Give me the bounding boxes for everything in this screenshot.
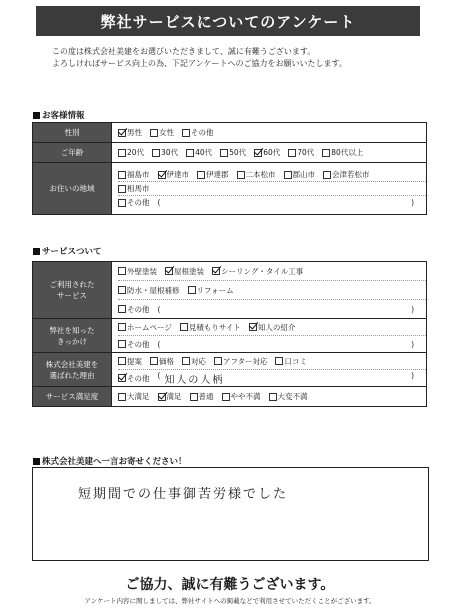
intro-line: この度は株式会社美建をお選びいただきまして、誠に有難うございます。 xyxy=(52,47,316,56)
service-section-heading xyxy=(33,245,102,257)
section-heading-label: 株式会社美建へ一言お寄せください！ xyxy=(42,457,187,467)
option-item[interactable] xyxy=(118,285,180,296)
option-item[interactable] xyxy=(118,356,142,367)
square-bullet-icon xyxy=(33,248,40,255)
reason-label-line: 選ばれた理由 xyxy=(49,370,95,380)
survey-title: 弊社サービスについてのアンケート xyxy=(36,6,420,36)
thanks-message: ご協力、誠に有難うございます。 xyxy=(125,577,335,593)
option-label: その他 xyxy=(191,128,214,137)
checkbox[interactable] xyxy=(118,357,126,365)
checkbox[interactable] xyxy=(118,149,126,157)
checkbox[interactable] xyxy=(150,129,158,137)
gender-options xyxy=(112,123,427,143)
satisfaction-options xyxy=(112,387,427,407)
checkbox[interactable] xyxy=(118,305,126,313)
customer-section-heading xyxy=(33,109,85,121)
checkbox[interactable] xyxy=(118,393,126,401)
option-label: 70代 xyxy=(297,148,315,157)
option-label: 80代以上 xyxy=(331,148,364,157)
option-item[interactable] xyxy=(180,322,241,333)
option-item[interactable] xyxy=(284,169,316,180)
reason-handwritten-answer: 知人の人柄 xyxy=(164,374,225,386)
area-label: お住いの地域 xyxy=(33,163,112,215)
gender-label: 性別 xyxy=(33,123,112,143)
checkbox[interactable] xyxy=(150,357,158,365)
paren-open: ( xyxy=(157,339,161,349)
service-table xyxy=(32,261,427,407)
checkbox[interactable] xyxy=(118,199,126,207)
checkbox[interactable] xyxy=(182,129,190,137)
option-label: シーリング・タイル工事 xyxy=(221,266,304,276)
checkbox-checked[interactable] xyxy=(212,267,220,275)
how-known-options xyxy=(112,319,427,353)
intro-line: よろしければサービス向上の為、下記アンケートへのご協力をお願いいたします。 xyxy=(52,59,347,68)
used-service-options xyxy=(112,262,427,319)
checkbox[interactable] xyxy=(182,357,190,365)
option-label: 知人の紹介 xyxy=(257,322,296,332)
checkbox-checked[interactable] xyxy=(118,129,126,137)
option-item[interactable] xyxy=(118,183,150,194)
checkbox[interactable] xyxy=(214,357,222,365)
option-label: 50代 xyxy=(229,148,247,157)
square-bullet-icon xyxy=(33,458,40,465)
checkbox[interactable] xyxy=(188,286,196,294)
option-label: 提案 xyxy=(127,356,142,366)
comment-handwritten-text: 短期間での仕事御苦労様でした xyxy=(78,487,289,502)
option-label: 大変不満 xyxy=(277,392,308,401)
checkbox[interactable] xyxy=(275,357,283,365)
option-label: アフター対応 xyxy=(223,356,268,366)
checkbox[interactable] xyxy=(190,393,198,401)
reason-options xyxy=(112,353,427,387)
option-item[interactable] xyxy=(249,322,296,333)
checkbox[interactable] xyxy=(118,171,126,179)
checkbox[interactable] xyxy=(152,149,160,157)
option-label: 伊達市 xyxy=(166,170,189,179)
customer-info-table xyxy=(32,122,427,215)
option-label: 男性 xyxy=(127,128,142,137)
paren-close: ) xyxy=(411,304,414,314)
option-label: リフォーム xyxy=(196,285,234,295)
how-other-label: その他 xyxy=(127,339,150,349)
option-item[interactable] xyxy=(118,391,150,402)
paren-close: ) xyxy=(411,339,414,349)
option-label: 外壁塗装 xyxy=(127,266,157,276)
option-label: やや不満 xyxy=(230,392,261,401)
checkbox[interactable] xyxy=(237,171,245,179)
option-label: 大満足 xyxy=(127,392,150,401)
option-item[interactable] xyxy=(188,285,234,296)
checkbox[interactable] xyxy=(323,171,331,179)
option-label: 相馬市 xyxy=(127,184,150,193)
option-label: ホームページ xyxy=(127,322,172,332)
option-item[interactable] xyxy=(118,147,144,158)
paren-close: ) xyxy=(411,370,414,380)
option-label: 伊達郡 xyxy=(206,170,229,179)
how-known-label-line: きっかけ xyxy=(57,336,87,346)
section-heading-label: サービスついて xyxy=(42,247,102,257)
option-label: 女性 xyxy=(159,128,174,137)
age-label: ご年齢 xyxy=(33,143,112,163)
checkbox-checked[interactable] xyxy=(158,393,166,401)
how-known-label xyxy=(33,319,112,353)
satisfaction-label: サービス満足度 xyxy=(33,387,112,407)
option-item[interactable] xyxy=(254,147,280,158)
option-item[interactable] xyxy=(150,127,174,138)
option-item[interactable] xyxy=(158,391,182,402)
option-label: 40代 xyxy=(195,148,213,157)
option-item[interactable] xyxy=(150,356,174,367)
option-item[interactable] xyxy=(165,266,204,277)
option-label: 口コミ xyxy=(284,356,307,366)
used-service-label-line: ご利用された xyxy=(49,280,95,289)
option-label: 二本松市 xyxy=(245,170,276,179)
reason-label xyxy=(33,353,112,387)
option-item[interactable] xyxy=(322,147,363,158)
option-item[interactable] xyxy=(182,127,214,138)
option-item[interactable] xyxy=(288,147,314,158)
option-item[interactable] xyxy=(118,169,150,180)
checkbox[interactable] xyxy=(118,185,126,193)
checkbox[interactable] xyxy=(222,393,230,401)
checkbox[interactable] xyxy=(180,323,188,331)
checkbox[interactable] xyxy=(269,393,277,401)
option-item[interactable] xyxy=(190,391,214,402)
option-item[interactable] xyxy=(197,169,229,180)
reason-label-line: 株式会社美建を xyxy=(45,359,99,369)
option-label: 郡山市 xyxy=(292,170,315,179)
option-item[interactable] xyxy=(220,147,246,158)
square-bullet-icon xyxy=(33,112,40,119)
checkbox[interactable] xyxy=(118,286,126,294)
checkbox-checked[interactable] xyxy=(118,374,126,382)
option-item[interactable] xyxy=(118,322,172,333)
option-label: 会津若松市 xyxy=(332,170,370,179)
paren-open: ( xyxy=(157,304,161,314)
option-item[interactable] xyxy=(186,147,212,158)
checkbox[interactable] xyxy=(322,149,330,157)
option-item[interactable] xyxy=(118,266,157,277)
paren-close: ) xyxy=(411,198,414,207)
checkbox-checked[interactable] xyxy=(249,323,257,331)
checkbox[interactable] xyxy=(220,149,228,157)
option-item[interactable] xyxy=(323,169,370,180)
option-label: 価格 xyxy=(159,356,174,366)
area-other-label: その他 xyxy=(127,198,150,207)
option-label: 福島市 xyxy=(127,170,150,179)
checkbox-checked[interactable] xyxy=(254,149,262,157)
area-options xyxy=(112,163,427,215)
option-label: 30代 xyxy=(161,148,179,157)
option-item[interactable] xyxy=(152,147,178,158)
option-label: 屋根塗装 xyxy=(174,266,204,276)
checkbox[interactable] xyxy=(118,340,126,348)
option-item[interactable] xyxy=(182,356,206,367)
option-label: 20代 xyxy=(127,148,145,157)
paren-open: ( xyxy=(157,198,161,207)
checkbox[interactable] xyxy=(186,149,194,157)
comment-section-heading xyxy=(33,455,187,467)
age-options xyxy=(112,143,427,163)
checkbox-checked[interactable] xyxy=(158,171,166,179)
checkbox[interactable] xyxy=(118,323,126,331)
checkbox[interactable] xyxy=(288,149,296,157)
option-label: 防水・屋根補修 xyxy=(127,285,180,295)
option-item[interactable] xyxy=(237,169,276,180)
option-item[interactable] xyxy=(214,356,267,367)
checkbox-checked[interactable] xyxy=(165,267,173,275)
reason-other-label: その他 xyxy=(127,373,150,383)
comment-box[interactable] xyxy=(32,467,429,561)
checkbox[interactable] xyxy=(284,171,292,179)
option-label: 見積もりサイト xyxy=(188,322,241,332)
option-label: 普通 xyxy=(198,392,214,401)
option-label: 満足 xyxy=(166,392,182,401)
used-service-label-line: サービス xyxy=(57,291,87,300)
option-item[interactable] xyxy=(269,391,308,402)
option-item[interactable] xyxy=(118,127,142,138)
option-item[interactable] xyxy=(158,169,190,180)
used-other-label: その他 xyxy=(127,304,150,314)
option-label: 60代 xyxy=(263,148,281,157)
footer-note: アンケート内容に関しましては、弊社サイトへの掲載などで利用させていただくことがございます。 xyxy=(84,597,376,605)
option-item[interactable] xyxy=(275,356,307,367)
option-item[interactable] xyxy=(222,391,261,402)
intro-text xyxy=(52,46,347,70)
option-item[interactable] xyxy=(212,266,303,277)
used-service-label xyxy=(33,262,112,319)
how-known-label-line: 弊社を知った xyxy=(49,325,95,335)
checkbox[interactable] xyxy=(197,171,205,179)
paren-open: ( xyxy=(157,370,161,380)
option-label: 対応 xyxy=(191,356,206,366)
section-heading-label: お客様情報 xyxy=(42,111,85,121)
checkbox[interactable] xyxy=(118,267,126,275)
